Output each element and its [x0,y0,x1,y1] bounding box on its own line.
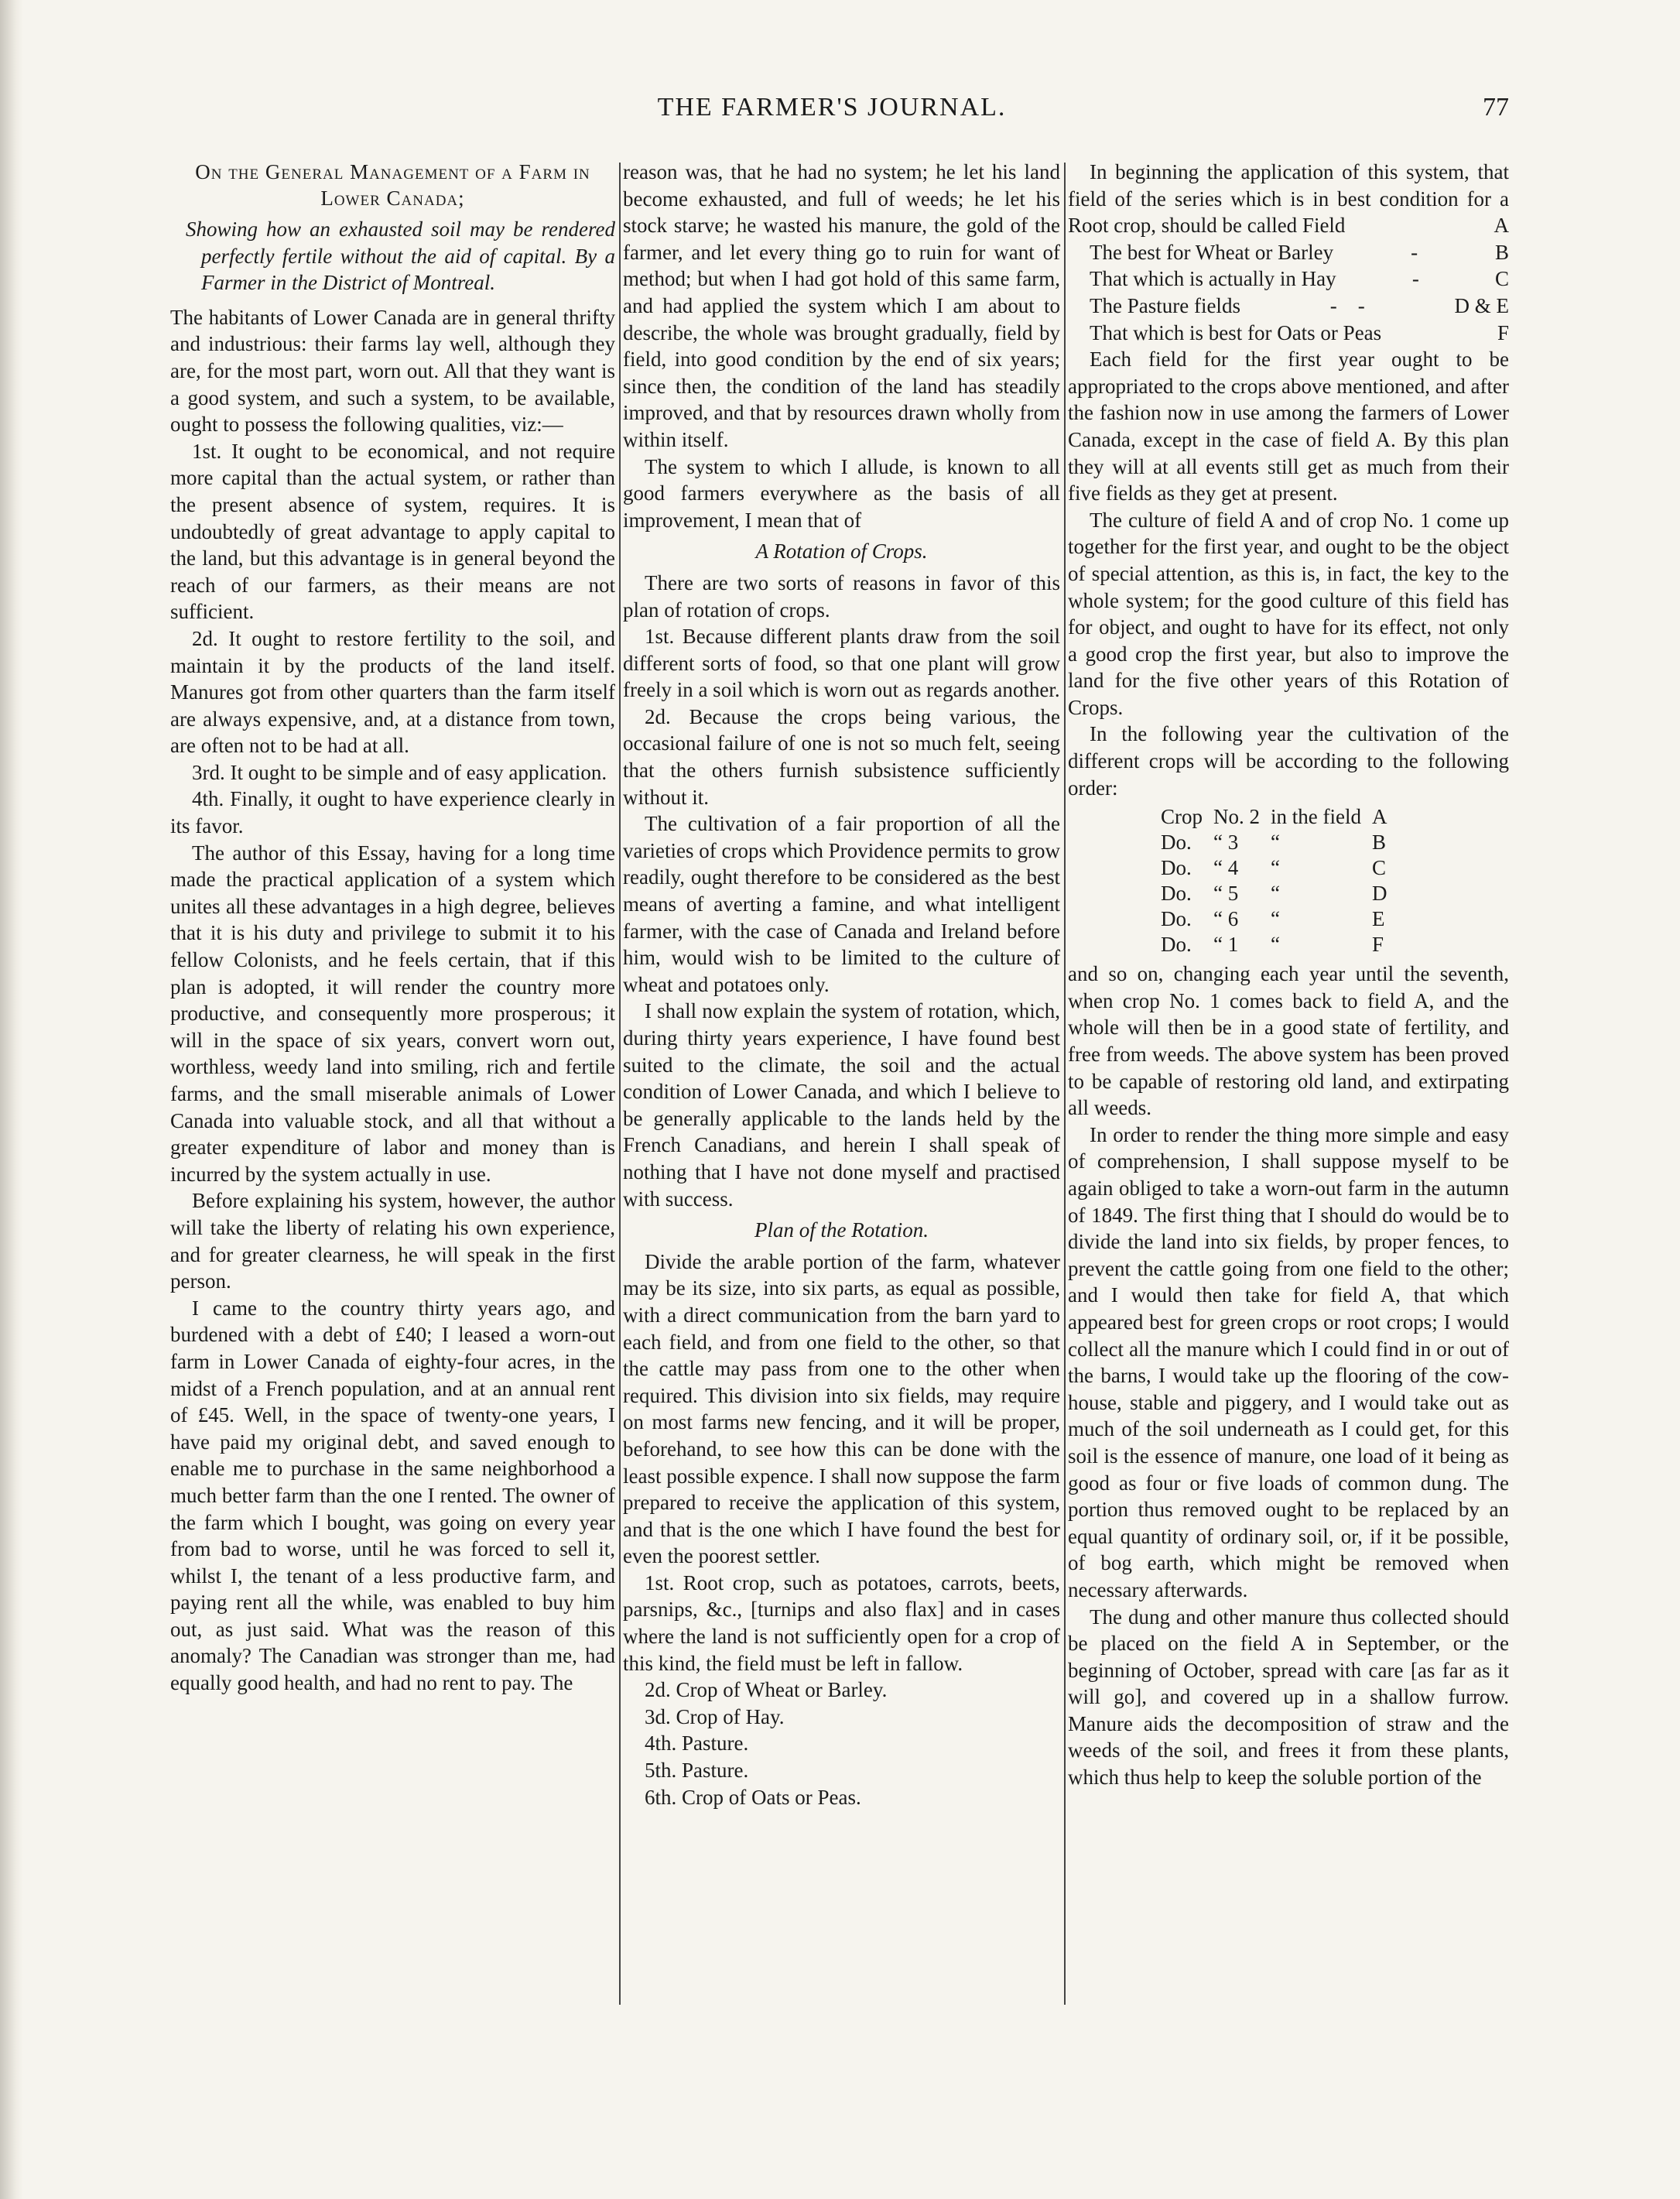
crop-table-cell: Do. [1161,882,1192,906]
paragraph: 3rd. It ought to be simple and of easy application. [192,760,607,784]
field-letter: A [1494,214,1509,238]
paragraph: 1st. Because different plants draw from the soil different sorts of food, so that one plant will grow freely in a soil which is worn out as regards another. [623,625,1060,702]
column-1 [170,159,615,1697]
paragraph: The dung and other manure thus collected should be placed on the field A in September, or the beginning of October, spread with care [as far as it will go], and covered up in a shallow furrow. Manure aids the decomposition of straw and the weeds of the soil, and frees it from these plants, which thus help to keep the soluble portion of the [1068,1605,1509,1790]
crop-table-cell: Do. [1161,907,1192,931]
crop-table-cell: “ 3 [1213,831,1239,855]
crop-table-row [1161,906,1398,932]
paragraph: In the following year the cultivation of the different crops will be according to the following order: [1068,722,1509,800]
article-subtitle: Showing how an exhausted soil may be rendered perfectly fertile without the aid of capital. By a Farmer in the District of Montreal. [186,218,615,295]
field-letter: B [1494,240,1509,264]
crop-table-cell: Crop [1161,805,1203,829]
section-heading: A Rotation of Crops. [755,539,928,563]
field-dashes: - [1411,267,1419,291]
page-header [155,93,1509,139]
crop-table-cell: Do. [1161,831,1192,855]
field-row [1068,293,1509,320]
crop-table-cell: “ [1271,856,1280,880]
crop-table-cell: “ 6 [1213,907,1239,931]
crop-table-cell: B [1371,831,1386,855]
page-number: 77 [1483,93,1509,122]
rotation-list-item: 2d. Crop of Wheat or Barley. [645,1678,888,1702]
running-title: THE FARMER'S JOURNAL. [657,93,1007,122]
rotation-list-item: 5th. Pasture. [645,1759,749,1783]
paragraph: The habitants of Lower Canada are in general thrifty and industrious: their farms lay well, although they are, for the most part, worn out. All that they want is a good system, and such a system, to be available, ought to possess the following qualities, viz:— [170,305,615,437]
crop-table-cell: “ [1271,907,1280,931]
field-row [1068,320,1509,347]
field-dashes: - [1411,240,1418,264]
crop-table-cell: “ [1271,933,1280,957]
paragraph: The author of this Essay, having for a long time made the practical application of a system which unites all these advantages in a high degree, believes that it is his duty and privilege to submit it to his fellow Colonists, and he feels certain, that if this plan is adopted, it will render the country more productive, and consequently more prosperous; it will in the space of six years, convert worn out, worthless, weedy land into smiling, rich and fertile farms, and the small miserable animals of Lower Canada into valuable stock, and all that without a greater expenditure of labor and money than is incurred by the system actually in use. [170,841,615,1186]
paragraph: 2d. Because the crops being various, the occasional failure of one is not so much felt, seeing that the others furnish subsistence sufficiently without it. [623,704,1060,809]
paragraph: 1st. Root crop, such as potatoes, carrots, beets, parsnips, &c., [turnips and also flax] and in cases where the land is not sufficiently open for a crop of this kind, the field must be left in fallow. [623,1570,1060,1675]
paragraph: 4th. Finally, it ought to have experience clearly in its favor. [170,787,615,838]
crop-table-row [1161,932,1398,957]
paragraph: Divide the arable portion of the farm, whatever may be its size, into six parts, as equal as possible, with a direct communication from the barn yard to each field, and from one field to the other, so that the cattle may pass from one to the other when required. This division into six fields, may require on most farms new fencing, and it will be proper, beforehand, to see how this can be done with the least possible expence. I shall now suppose the farm prepared to receive the application of this system, and that is the one which I have found the best for even the poorest settler. [623,1249,1060,1568]
crop-table-cell: “ [1271,831,1280,855]
paragraph: There are two sorts of reasons in favor of this plan of rotation of crops. [623,570,1060,622]
rotation-list-item: 6th. Crop of Oats or Peas. [645,1785,861,1809]
field-letter: D & E [1454,293,1509,317]
paragraph-text: In beginning the application of this system, that field of the series which is in best condition for a Root crop, should be called Field [1068,160,1509,238]
crop-table-cell: C [1371,856,1386,880]
field-row [1068,239,1509,266]
crop-table-cell: “ 4 [1213,856,1239,880]
column-rule [619,163,621,2005]
crop-table-cell: “ 1 [1213,933,1239,957]
field-dashes: - - [1329,293,1365,317]
field-letter: C [1494,267,1509,291]
page-edge-shadow [0,0,23,2199]
section-heading: Plan of the Rotation. [754,1218,929,1242]
paragraph: I shall now explain the system of rotation, which, during thirty years experience, I have found best suited to the climate, the soil and the actual condition of Lower Canada, and which I believe to be generally applicable to the lands held by the French Canadians, and herein I shall speak of nothing that I have not done myself and practised with success. [623,999,1060,1211]
paragraph: I came to the country thirty years ago, and burdened with a debt of £40; I leased a worn-out farm in Lower Canada of eighty-four acres, in the midst of a French population, and at an annual rent of £45. Well, in the space of twenty-one years, I have paid my original debt, and saved enough to enable me to purchase in the same neighborhood a much better farm than the one I rented. The owner of the farm which I bought, was going on every year from bad to worse, until he was forced to sell it, whilst I, the tenant of a less productive farm, and paying rent all the while, was enabled to buy him out, as just said. What was the reason of this anomaly? The Canadian was stronger than me, had equally good health, and had no rent to pay. The [170,1296,615,1695]
crop-table-cell: Do. [1161,933,1192,957]
field-row [1068,265,1509,293]
crop-table-cell: “ [1271,882,1280,906]
crop-table-row [1161,830,1398,855]
field-label: That which is best for Oats or Peas [1090,320,1382,344]
paragraph: The system to which I allude, is known to all good farmers everywhere as the basis of all improvement, I mean that of [623,454,1060,532]
rotation-list-item: 3d. Crop of Hay. [645,1704,785,1728]
field-letter: F [1497,320,1509,344]
paragraph: 1st. It ought to be economical, and not require more capital than the actual system, or rather than the present absence of system, requires. It is undoubtedly of great advantage to apply capital to the land, but this advantage is in general beyond the reach of our farmers, as their means are not sufficient. [170,439,615,624]
paragraph: reason was, that he had no system; he let his land become exhausted, and full of weeds; he let his stock starve; he wasted his manure, the gold of the farmer, and let every thing go to ruin for want of method; but when I had got hold of this same farm, and had applied the system which I am about to describe, the whole was brought gradually, field by field, into good condition by the end of six years; since then, the condition of the land has steadily improved, and that by resources drawn wholly from within itself. [623,160,1060,451]
crop-table-cell: in the field [1271,805,1361,829]
crop-table-row [1161,804,1398,830]
crop-table-cell: E [1371,907,1385,931]
field-label: That which is actually in Hay [1090,267,1336,291]
field-label: The Pasture fields [1090,293,1240,317]
paragraph: Before explaining his system, however, the author will take the liberty of relating his own experience, and for greater clearness, he will speak in the first person. [170,1189,615,1293]
paragraph: The cultivation of a fair proportion of all the varieties of crops which Providence permits to grow readily, ought therefore to be considered as the best means of averting a famine, and what intelligent farmer, with the case of Canada and Ireland before him, would wish to be limited to the culture of wheat and potatoes only. [623,812,1060,996]
crop-table-cell: Do. [1161,856,1192,880]
crop-table-cell: A [1371,805,1387,829]
article-title: On the General Management of a Farm in Lower Canada; [195,160,590,210]
paragraph: and so on, changing each year until the seventh, when crop No. 1 comes back to field A, and the whole will then be in a good state of fertility, and free from weeds. The above system has been proved to be capable of restoring old land, and extirpating all weeds. [1068,962,1509,1120]
field-label: The best for Wheat or Barley [1090,240,1334,264]
paragraph: In order to render the thing more simple and easy of comprehension, I shall suppose myself to be again obliged to take a worn-out farm in the autumn of 1849. The first thing that I should do would be to divide the land into six fields, by proper fences, to prevent the cattle going from one field to the other; and I would then take for field A, that which appeared best for green crops or root crops; I would collect all the manure which I could find in or out of the barns, I would take up the flooring of the cow-house, stable and piggery, and I would take out as much of the soil underneath as I could get, for this soil is the essence of manure, one load of it being as good as four or five loads of common dung. The portion thus removed ought to be replaced by an equal quantity of ordinary soil, or, if it be possible, of bog earth, which might be removed when necessary afterwards. [1068,1122,1509,1601]
crop-table-cell: No. 2 [1213,805,1260,829]
crop-order-table [1161,804,1398,957]
column-2 [623,159,1060,1810]
paragraph: Each field for the first year ought to be appropriated to the crops above mentioned, and after the fashion now in use among the farmers of Lower Canada, except in the case of field A. By this plan they will at all events still get as much from their five fields as they get at present. [1068,348,1509,505]
crop-table-row [1161,881,1398,906]
column-3 [1068,159,1509,1791]
crop-table-cell: “ 5 [1213,882,1239,906]
paragraph: 2d. It ought to restore fertility to the soil, and maintain it by the products of the land itself. Manures got from other quarters than the farm itself are always expensive, and, at a distance from town, are often not to be had at all. [170,626,615,758]
crop-table-cell: F [1371,933,1384,957]
paragraph [1068,159,1509,239]
crop-table-row [1161,855,1398,881]
paragraph: The culture of field A and of crop No. 1 come up together for the first year, and ought to be the object of special attention, as this is, in fact, the key to the whole system; for the good culture of this field has for object, and ought to have for its effect, not only a good crop the first year, but also to improve the land for the five other years of this Rotation of Crops. [1068,508,1509,719]
rotation-list-item: 4th. Pasture. [645,1731,749,1755]
column-rule [1064,163,1066,2005]
crop-table-cell: D [1371,882,1387,906]
